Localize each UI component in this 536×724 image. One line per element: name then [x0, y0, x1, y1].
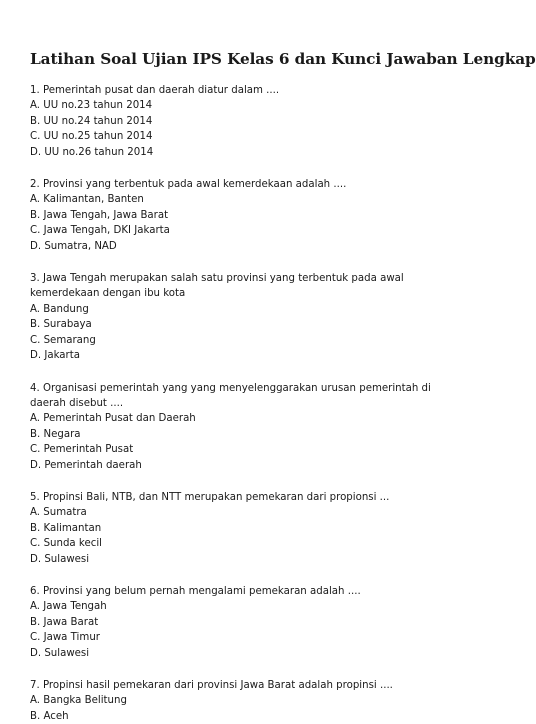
- question-text: 7. Propinsi hasil pemekaran dari provinsi Jawa Barat adalah propinsi ....: [30, 680, 393, 691]
- option-d: D. Pemerintah daerah: [30, 459, 142, 471]
- option-d: D. Jakarta: [30, 350, 80, 362]
- document-title: Latihan Soal Ujian IPS Kelas 6 dan Kunci Jawaban Lengkap: [30, 50, 536, 68]
- option-c: C. Sunda kecil: [30, 538, 102, 550]
- option-d: D. Sumatra, NAD: [30, 240, 117, 252]
- question-7: [30, 678, 444, 724]
- option-a: A. Pemerintah Pusat dan Daerah: [30, 413, 196, 425]
- option-b: B. Jawa Barat: [30, 616, 99, 628]
- question-3: [30, 271, 444, 363]
- option-a: A. Bandung: [30, 303, 89, 315]
- option-a: A. Kalimantan, Banten: [30, 194, 144, 206]
- question-text: 2. Provinsi yang terbentuk pada awal kemerdekaan adalah ....: [30, 179, 347, 191]
- option-a: A. Sumatra: [30, 507, 87, 519]
- option-b: B. Surabaya: [30, 319, 92, 331]
- option-a: A. Jawa Tengah: [30, 601, 107, 613]
- question-text: 5. Propinsi Bali, NTB, dan NTT merupakan pemekaran dari propionsi ...: [30, 491, 390, 503]
- option-d: D. Sulawesi: [30, 647, 90, 659]
- option-c: C. Pemerintah Pusat: [30, 444, 134, 456]
- question-1: [30, 83, 444, 160]
- option-b: B. UU no.24 tahun 2014: [30, 115, 153, 127]
- option-b: B. Negara: [30, 428, 81, 440]
- question-text: 1. Pemerintah pusat dan daerah diatur dalam ....: [30, 85, 280, 96]
- option-c: C. Jawa Tengah, DKI Jakarta: [30, 225, 170, 237]
- question-text: 6. Provinsi yang belum pernah mengalami pemekaran adalah ....: [30, 585, 361, 597]
- question-text: 4. Organisasi pemerintah yang yang menyelenggarakan urusan pemerintah di daerah disebut ....: [30, 382, 431, 409]
- option-c: C. Jawa Timur: [30, 632, 100, 644]
- option-c: C. UU no.25 tahun 2014: [30, 131, 153, 143]
- question-6: [30, 584, 444, 661]
- option-d: D. Sulawesi: [30, 553, 90, 565]
- question-text: 3. Jawa Tengah merupakan salah satu provinsi yang terbentuk pada awal kemerdekaan dengan ibu kota: [30, 273, 404, 300]
- option-b: B. Jawa Tengah, Jawa Barat: [30, 209, 169, 221]
- option-a: A. Bangka Belitung: [30, 695, 127, 707]
- question-2: [30, 177, 444, 254]
- option-a: A. UU no.23 tahun 2014: [30, 100, 153, 112]
- question-5: [30, 490, 444, 567]
- option-d: D. UU no.26 tahun 2014: [30, 146, 154, 158]
- option-b: B. Kalimantan: [30, 522, 102, 534]
- question-4: [30, 381, 444, 473]
- option-b: B. Aceh: [30, 710, 69, 722]
- option-c: C. Semarang: [30, 334, 96, 346]
